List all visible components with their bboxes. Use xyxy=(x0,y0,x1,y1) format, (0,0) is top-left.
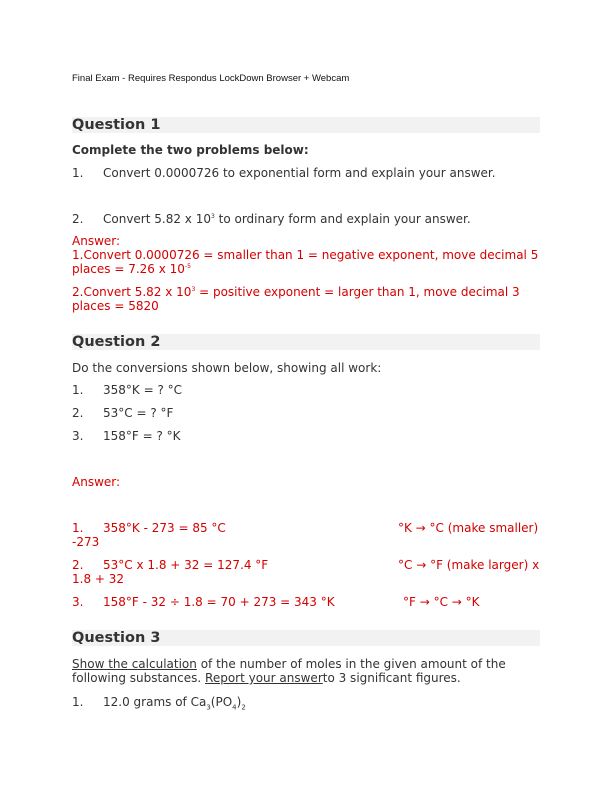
question-2-prompt: Do the conversions shown below, showing all work: xyxy=(72,361,382,375)
question-3-title: Question 3 xyxy=(72,630,161,646)
q2-item-1-number: 1. xyxy=(72,383,84,397)
q2-answer-2-rule: °C → °F (make larger) x xyxy=(398,558,540,572)
q2-answer-3-work: 158°F - 32 ÷ 1.8 = 70 + 273 = 343 °K xyxy=(103,595,335,609)
q2-answer-1-number: 1. xyxy=(72,521,84,535)
question-3-prompt-line-1: Show the calculation of the number of moles in the given amount of the xyxy=(72,657,506,671)
q1-answer-2-line-2: places = 5820 xyxy=(72,299,159,313)
q1-item-1-number: 1. xyxy=(72,166,84,180)
question-3-prompt-line-2: following substances. Report your answerto 3 significant figures. xyxy=(72,671,461,685)
q2-answer-2-work: 53°C x 1.8 + 32 = 127.4 °F xyxy=(103,558,269,572)
q1-item-2-number: 2. xyxy=(72,212,84,226)
question-1-title: Question 1 xyxy=(72,117,161,133)
q1-answer-2-line-1: 2.Convert 5.82 x $10^3$ = positive exponent = larger than 1, move decimal 3 xyxy=(72,285,520,299)
q3-item-1-text: 12.0 grams of $Ca_3(PO_4)_2$ xyxy=(103,695,246,712)
q2-item-1-text: 358°K = ? °C xyxy=(103,383,183,397)
q2-answer-1-work: 358°K - 273 = 85 °C xyxy=(103,521,226,535)
q2-answer-3-number: 3. xyxy=(72,595,84,609)
q2-answer-label: Answer: xyxy=(72,475,121,489)
q2-item-3-text: 158°F = ? °K xyxy=(103,429,181,443)
q1-item-2-text: Convert 5.82 x $10^3$ to ordinary form and explain your answer. xyxy=(103,212,471,226)
q3-item-1-number: 1. xyxy=(72,695,84,709)
q1-answer-1-line-1: 1.Convert 0.0000726 = smaller than 1 = negative exponent, move decimal 5 xyxy=(72,248,539,262)
q2-answer-1-continued: -273 xyxy=(72,535,100,549)
q2-answer-2-continued: 1.8 + 32 xyxy=(72,572,125,586)
q2-item-2-text: 53°C = ? °F xyxy=(103,406,174,420)
question-2-title: Question 2 xyxy=(72,334,161,350)
question-1-prompt: Complete the two problems below: xyxy=(72,143,309,157)
q2-item-2-number: 2. xyxy=(72,406,84,420)
q1-answer-label: Answer: xyxy=(72,234,121,248)
q1-answer-1-line-2: places = 7.26 x $10^{-5}$ xyxy=(72,262,191,276)
exam-header: Final Exam - Requires Respondus LockDown Browser + Webcam xyxy=(72,73,350,84)
q2-answer-1-rule: °K → °C (make smaller) xyxy=(398,521,539,535)
q2-answer-2-number: 2. xyxy=(72,558,84,572)
q1-item-1-text: Convert 0.0000726 to exponential form and explain your answer. xyxy=(103,166,496,180)
q2-item-3-number: 3. xyxy=(72,429,84,443)
q2-answer-3-rule: °F → °C → °K xyxy=(403,595,480,609)
